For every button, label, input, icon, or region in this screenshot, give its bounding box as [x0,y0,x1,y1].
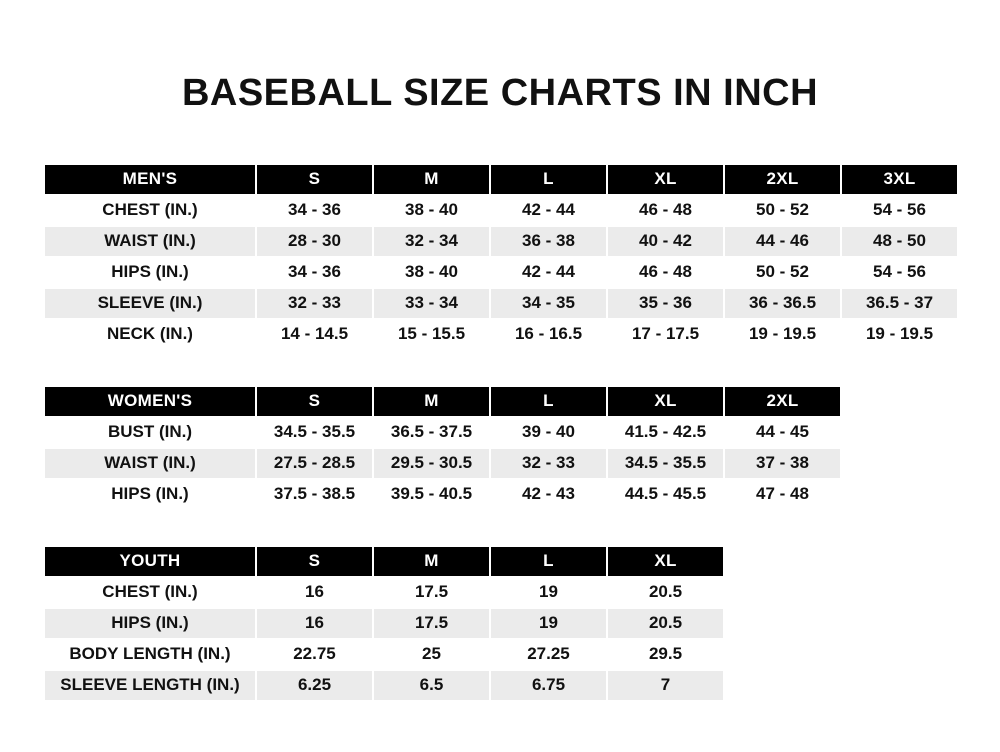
cell: 38 - 40 [373,195,490,226]
cell: 20.5 [607,577,724,608]
cell: 17.5 [373,608,490,639]
cell: 42 - 44 [490,257,607,288]
cell: 16 [256,577,373,608]
cell: 54 - 56 [841,195,958,226]
cell: 46 - 48 [607,257,724,288]
table-row [44,195,958,226]
cell: 27.25 [490,639,607,670]
cell: 25 [373,639,490,670]
column-header-category: YOUTH [44,546,256,577]
cell: 54 - 56 [841,257,958,288]
row-label: HIPS (IN.) [44,257,256,288]
cell: 19 - 19.5 [724,319,841,350]
cell: 42 - 44 [490,195,607,226]
cell: 34 - 36 [256,195,373,226]
row-label: SLEEVE (IN.) [44,288,256,319]
cell: 14 - 14.5 [256,319,373,350]
cell: 20.5 [607,608,724,639]
table-row [44,257,958,288]
cell: 32 - 33 [490,448,607,479]
mens-size-table [43,163,959,351]
table-row [44,479,841,510]
cell: 34 - 36 [256,257,373,288]
cell: 32 - 34 [373,226,490,257]
cell: 36.5 - 37 [841,288,958,319]
cell: 36 - 38 [490,226,607,257]
cell: 7 [607,670,724,701]
cell: 19 - 19.5 [841,319,958,350]
cell: 34.5 - 35.5 [256,417,373,448]
column-header-s: S [256,164,373,195]
cell: 19 [490,608,607,639]
cell: 50 - 52 [724,195,841,226]
cell: 16 - 16.5 [490,319,607,350]
column-header-s: S [256,386,373,417]
cell: 39 - 40 [490,417,607,448]
column-header-l: L [490,386,607,417]
cell: 17 - 17.5 [607,319,724,350]
row-label: CHEST (IN.) [44,577,256,608]
cell: 50 - 52 [724,257,841,288]
row-label: WAIST (IN.) [44,448,256,479]
cell: 47 - 48 [724,479,841,510]
cell: 15 - 15.5 [373,319,490,350]
table-row [44,319,958,350]
cell: 34.5 - 35.5 [607,448,724,479]
table-header-row [44,164,958,195]
cell: 39.5 - 40.5 [373,479,490,510]
cell: 36 - 36.5 [724,288,841,319]
cell: 37.5 - 38.5 [256,479,373,510]
column-header-2xl: 2XL [724,386,841,417]
table-row [44,417,841,448]
table-row [44,577,724,608]
cell: 29.5 [607,639,724,670]
table-header-row [44,546,724,577]
cell: 40 - 42 [607,226,724,257]
row-label: CHEST (IN.) [44,195,256,226]
column-header-category: MEN'S [44,164,256,195]
column-header-m: M [373,164,490,195]
table-row [44,226,958,257]
cell: 44 - 46 [724,226,841,257]
column-header-3xl: 3XL [841,164,958,195]
row-label: HIPS (IN.) [44,608,256,639]
column-header-m: M [373,386,490,417]
cell: 37 - 38 [724,448,841,479]
cell: 29.5 - 30.5 [373,448,490,479]
table-row [44,608,724,639]
table-row [44,639,724,670]
cell: 17.5 [373,577,490,608]
table-row [44,288,958,319]
cell: 46 - 48 [607,195,724,226]
cell: 16 [256,608,373,639]
cell: 6.25 [256,670,373,701]
cell: 36.5 - 37.5 [373,417,490,448]
column-header-xl: XL [607,386,724,417]
cell: 44 - 45 [724,417,841,448]
cell: 35 - 36 [607,288,724,319]
cell: 6.75 [490,670,607,701]
cell: 42 - 43 [490,479,607,510]
table-header-row [44,386,841,417]
womens-size-table [43,385,842,511]
column-header-xl: XL [607,546,724,577]
column-header-category: WOMEN'S [44,386,256,417]
column-header-l: L [490,546,607,577]
cell: 48 - 50 [841,226,958,257]
cell: 27.5 - 28.5 [256,448,373,479]
cell: 28 - 30 [256,226,373,257]
cell: 19 [490,577,607,608]
cell: 32 - 33 [256,288,373,319]
cell: 41.5 - 42.5 [607,417,724,448]
column-header-2xl: 2XL [724,164,841,195]
cell: 34 - 35 [490,288,607,319]
row-label: SLEEVE LENGTH (IN.) [44,670,256,701]
cell: 38 - 40 [373,257,490,288]
cell: 6.5 [373,670,490,701]
youth-size-table [43,545,725,702]
page-title: BASEBALL SIZE CHARTS IN INCH [181,72,819,114]
row-label: BUST (IN.) [44,417,256,448]
row-label: NECK (IN.) [44,319,256,350]
column-header-s: S [256,546,373,577]
table-row [44,670,724,701]
cell: 44.5 - 45.5 [607,479,724,510]
column-header-m: M [373,546,490,577]
column-header-l: L [490,164,607,195]
charts-container [0,163,1000,702]
cell: 33 - 34 [373,288,490,319]
row-label: BODY LENGTH (IN.) [44,639,256,670]
cell: 22.75 [256,639,373,670]
table-row [44,448,841,479]
row-label: HIPS (IN.) [44,479,256,510]
column-header-xl: XL [607,164,724,195]
row-label: WAIST (IN.) [44,226,256,257]
